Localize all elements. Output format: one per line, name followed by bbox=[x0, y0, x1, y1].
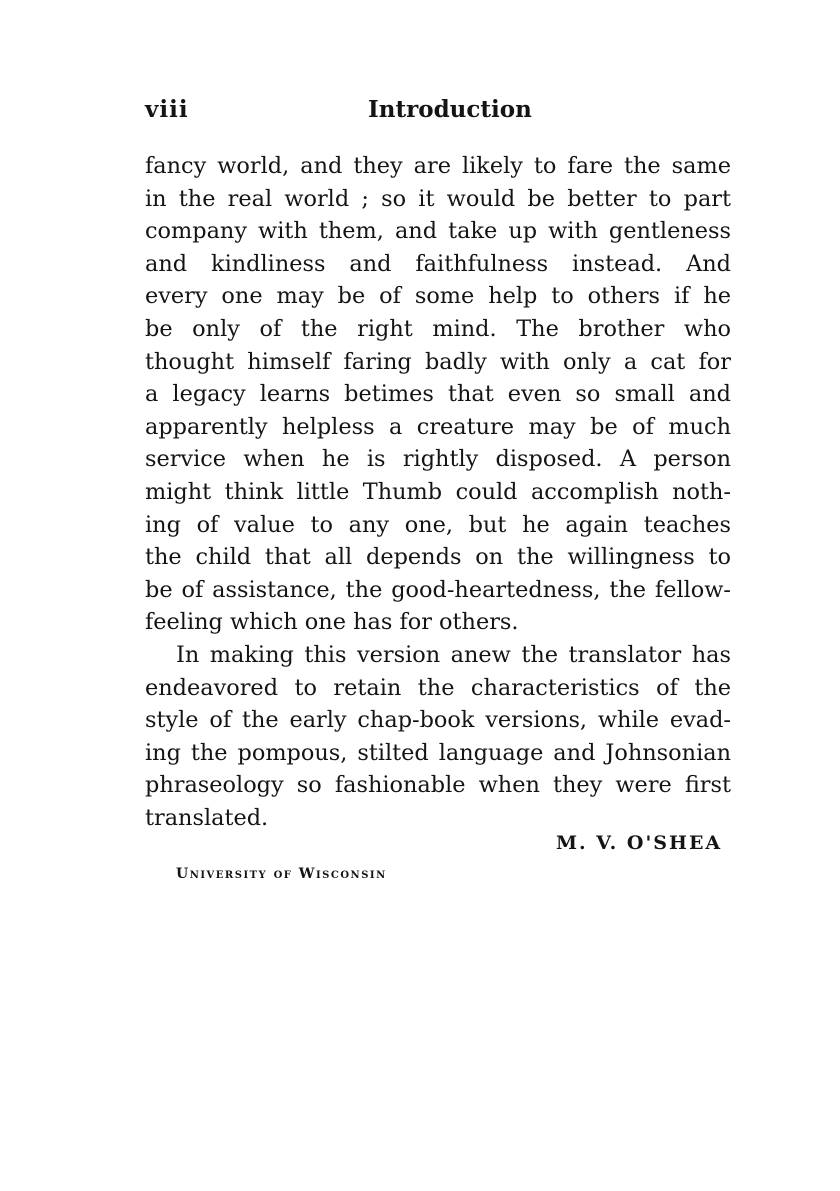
text-line: and kindliness and faithfulness instead. And bbox=[145, 250, 731, 277]
text-line: fancy world, and they are likely to fare the same bbox=[145, 153, 731, 179]
paragraph-end-line: feeling which one has for others. bbox=[145, 609, 519, 636]
text-line: thought himself faring badly with only a cat for bbox=[145, 348, 731, 375]
text-line: be only of the right mind. The brother who bbox=[145, 315, 731, 342]
author-affiliation: University of Wisconsin bbox=[176, 866, 387, 882]
text-line: a legacy learns betimes that even so small and bbox=[145, 381, 731, 408]
paragraph-end-line: translated. bbox=[145, 804, 269, 831]
text-line: style of the early chap-book versions, while evad- bbox=[145, 707, 731, 734]
text-line: endeavored to retain the characteristics of the bbox=[145, 674, 731, 701]
paragraph-start-line: In making this version anew the translator has bbox=[176, 641, 731, 668]
text-line: ing of value to any one, but he again teaches bbox=[145, 511, 731, 538]
text-line: every one may be of some help to others if he bbox=[145, 283, 731, 310]
running-head bbox=[145, 96, 730, 130]
text-line: company with them, and take up with gentleness bbox=[145, 218, 731, 245]
body-text bbox=[145, 150, 731, 834]
author-signature: M. V. O'SHEA bbox=[556, 832, 723, 854]
text-line: be of assistance, the good-heartedness, the fellow- bbox=[145, 576, 731, 603]
text-line: phraseology so fashionable when they were first bbox=[145, 772, 731, 799]
text-line: service when he is rightly disposed. A person bbox=[145, 446, 731, 473]
text-line: apparently helpless a creature may be of much bbox=[145, 413, 731, 440]
text-line: the child that all depends on the willingness to bbox=[145, 544, 731, 571]
text-line: might think little Thumb could accomplish noth- bbox=[145, 478, 731, 505]
page-number: viii bbox=[145, 96, 189, 123]
text-line: ing the pompous, stilted language and Johnsonian bbox=[145, 739, 731, 766]
running-title: Introduction bbox=[368, 96, 532, 123]
text-line: in the real world ; so it would be better to part bbox=[145, 185, 731, 212]
